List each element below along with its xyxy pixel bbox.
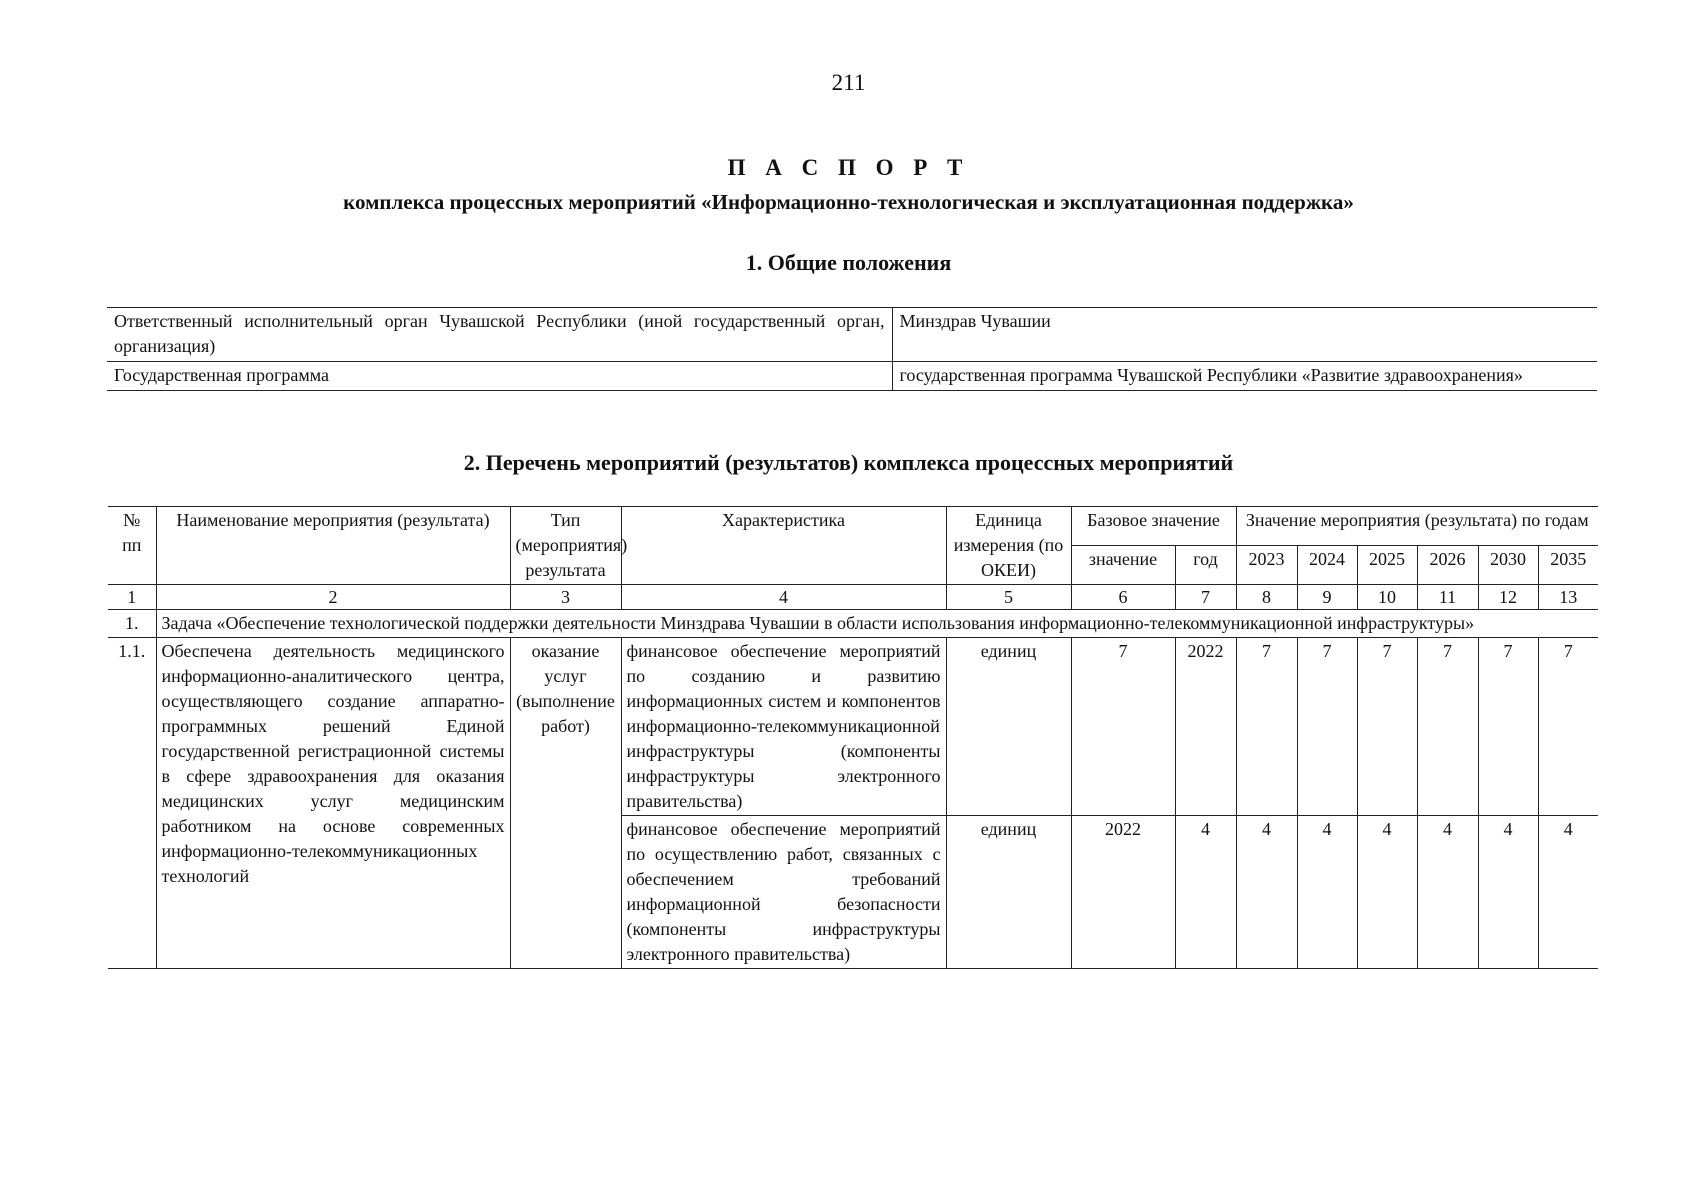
item-year-value: 4 [1236,816,1297,969]
column-number: 7 [1175,585,1236,610]
task-row [108,610,1598,638]
item-base-year: 2022 [1175,638,1236,816]
header-row [108,507,1598,546]
row-label: Ответственный исполнительный орган Чувашской Республики (иной государственный орган, организация) [114,311,885,356]
header-type: Тип (мероприятия) результата [510,507,621,585]
task-num: 1. [108,610,156,638]
row-label: Государственная программа [114,365,329,385]
page-number: 211 [831,70,866,95]
item-characteristic: финансовое обеспечение мероприятий по осуществлению работ, связанных с обеспечением требований информационной безопасности (компоненты инфраструктуры электронного правительства) [621,816,946,969]
row-value: государственная программа Чувашской Республики «Развитие здравоохранения» [892,362,1597,391]
table-row [107,362,1597,391]
header-characteristic: Характеристика [621,507,946,585]
item-type: оказание услуг (выполнение работ) [510,638,621,969]
header-years-group: Значение мероприятия (результата) по годам [1236,507,1598,546]
item-year-value: 7 [1236,638,1297,816]
item-year-value: 4 [1538,816,1598,969]
item-year-value: 4 [1297,816,1357,969]
item-base-value: 2022 [1071,816,1175,969]
item-num: 1.1. [108,638,156,969]
item-year-value: 4 [1417,816,1478,969]
item-base-year: 4 [1175,816,1236,969]
header-unit: Единица измерения (по ОКЕИ) [946,507,1071,585]
column-number: 6 [1071,585,1175,610]
section1-heading: 1. Общие положения [745,250,952,275]
section2-heading: 2. Перечень мероприятий (результатов) комплекса процессных мероприятий [463,450,1234,475]
item-unit: единиц [946,816,1071,969]
row-value: Минздрав Чувашии [892,308,1597,362]
column-number: 3 [510,585,621,610]
column-number: 1 [108,585,156,610]
item-characteristic: финансовое обеспечение мероприятий по созданию и развитию информационных систем и компонентов информационно-телекоммуникационной инфраструктуры (компоненты инфраструктуры электронного правительства) [621,638,946,816]
header-year: 2025 [1357,546,1417,585]
header-year: 2035 [1538,546,1598,585]
column-number: 4 [621,585,946,610]
header-year: 2026 [1417,546,1478,585]
column-number: 10 [1357,585,1417,610]
item-unit: единиц [946,638,1071,816]
item-year-value: 7 [1538,638,1598,816]
header-base-value: значение [1071,546,1175,585]
task-text: Задача «Обеспечение технологической поддержки деятельности Минздрава Чувашии в области использования информационно-телекоммуникационной инфраструктуры» [156,610,1598,638]
header-name: Наименование мероприятия (результата) [156,507,510,585]
item-year-value: 7 [1297,638,1357,816]
column-number: 11 [1417,585,1478,610]
column-number: 12 [1478,585,1538,610]
item-year-value: 7 [1478,638,1538,816]
header-base: Базовое значение [1071,507,1236,546]
header-year: 2030 [1478,546,1538,585]
column-number: 2 [156,585,510,610]
column-number: 13 [1538,585,1598,610]
table-row [107,308,1597,362]
document-subtitle: комплекса процессных мероприятий «Информационно-технологическая и эксплуатационная поддержка» [343,190,1354,214]
item-year-value: 7 [1417,638,1478,816]
table-row [108,638,1598,816]
column-number: 5 [946,585,1071,610]
item-year-value: 4 [1357,816,1417,969]
item-year-value: 4 [1478,816,1538,969]
header-year: 2023 [1236,546,1297,585]
measures-table [108,506,1598,969]
item-year-value: 7 [1357,638,1417,816]
header-base-year: год [1175,546,1236,585]
column-number: 8 [1236,585,1297,610]
header-num: № пп [108,507,156,585]
document-title: П А С П О Р Т [727,155,970,180]
column-number: 9 [1297,585,1357,610]
item-base-value: 7 [1071,638,1175,816]
header-year: 2024 [1297,546,1357,585]
column-number-row [108,585,1598,610]
item-name: Обеспечена деятельность медицинского информационно-аналитического центра, осуществляющего создание аппаратно-программных решений Единой государственной регистрационной системы в сфере здравоохранения для оказания медицинских услуг медицинским работником на основе современных информационно-телекоммуникационных технологий [156,638,510,969]
general-provisions-table [107,307,1597,391]
